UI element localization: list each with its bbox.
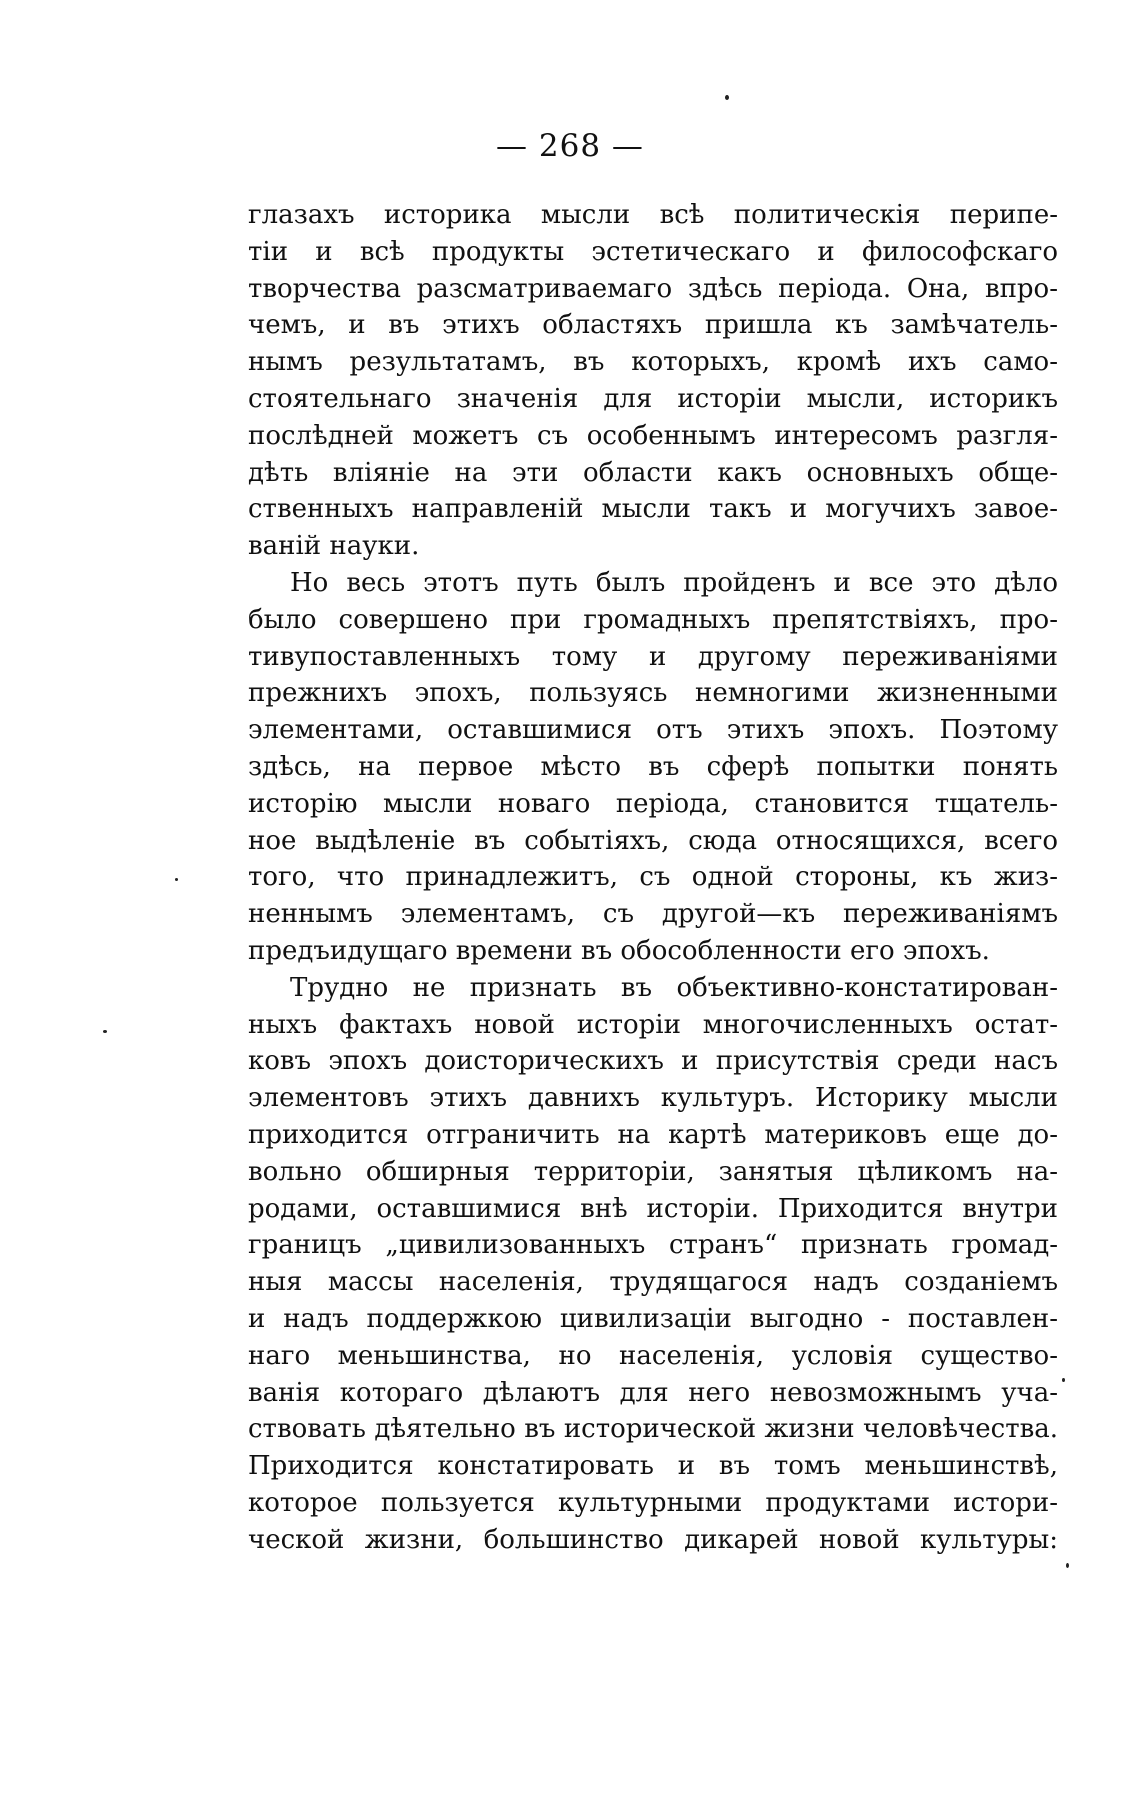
text-line: того, что принадлежитъ, съ одной стороны, къ жиз- — [248, 862, 1058, 893]
text-line: глазахъ историка мысли всѣ политическія перипе- — [248, 200, 1058, 230]
text-line: ванія котораго дѣлаютъ для него невозможнымъ уча- — [248, 1377, 1058, 1408]
text-line: ваній науки. — [248, 531, 420, 562]
text-line: чемъ, и въ этихъ областяхъ пришла къ замѣчатель- — [248, 310, 1058, 341]
text-line: здѣсь, на первое мѣсто въ сферѣ попытки понять — [248, 751, 1058, 782]
text-line: прежнихъ эпохъ, пользуясь немногими жизненными — [248, 678, 1058, 709]
text-line: было совершено при громадныхъ препятствіяхъ, про- — [248, 604, 1058, 635]
text-line: Но весь этотъ путь былъ пройденъ и все это дѣло — [290, 567, 1058, 598]
text-line: ственныхъ направленій мысли такъ и могучихъ завое- — [248, 494, 1058, 525]
scan-speck — [103, 1030, 107, 1033]
paragraph — [248, 197, 1058, 565]
text-line: послѣдней можетъ съ особеннымъ интересомъ разгля- — [248, 420, 1058, 451]
text-line: неннымъ элементамъ, съ другой—къ переживаніямъ — [248, 899, 1058, 930]
text-line: и надъ поддержкою цивилизаціи выгодно - поставлен- — [248, 1303, 1058, 1334]
text-line: тивупоставленныхъ тому и другому переживаніями — [248, 641, 1058, 672]
scan-speck — [725, 95, 729, 100]
text-line: ное выдѣленіе въ событіяхъ, сюда относящихся, всего — [248, 825, 1058, 856]
text-line: элементовъ этихъ давнихъ культуръ. Историку мысли — [248, 1083, 1058, 1114]
text-line: которое пользуется культурными продуктами истори- — [248, 1487, 1058, 1518]
scan-speck — [175, 878, 178, 881]
scan-speck — [1066, 1563, 1069, 1568]
text-line: Трудно не признать въ объективно-констатирован- — [290, 972, 1058, 1003]
paragraph — [248, 565, 1058, 970]
text-line: ныхъ фактахъ новой исторіи многочисленныхъ остат- — [248, 1009, 1058, 1040]
text-line: родами, оставшимися внѣ исторіи. Приходится внутри — [248, 1193, 1058, 1224]
text-line: Приходится констатировать и въ томъ меньшинствѣ, — [248, 1451, 1058, 1482]
text-line: тіи и всѣ продукты эстетическаго и философскаго — [248, 236, 1058, 267]
text-line: ствовать дѣятельно въ исторической жизни человѣчества. — [248, 1414, 1058, 1445]
paragraph — [248, 970, 1058, 1559]
text-line: исторію мысли новаго періода, становится тщатель- — [248, 788, 1058, 819]
text-line: стоятельнаго значенія для исторіи мысли, историкъ — [248, 383, 1058, 414]
text-line: творчества разсматриваемаго здѣсь періода. Она, впро- — [248, 273, 1058, 304]
scan-speck — [1062, 1378, 1065, 1382]
page-number: — 268 — — [496, 128, 644, 164]
text-line: ковъ эпохъ доисторическихъ и присутствія среди насъ — [248, 1046, 1058, 1077]
text-line: приходится отграничить на картѣ материковъ еще до- — [248, 1119, 1058, 1150]
text-line: вольно обширныя территоріи, занятыя цѣликомъ на- — [248, 1156, 1058, 1187]
text-line: элементами, оставшимися отъ этихъ эпохъ. Поэтому — [248, 715, 1058, 746]
text-line: ныя массы населенія, трудящагося надъ созданіемъ — [248, 1267, 1058, 1298]
text-line: ческой жизни, большинство дикарей новой культуры: — [248, 1524, 1058, 1555]
text-line: дѣть вліяніе на эти области какъ основныхъ обще- — [248, 457, 1058, 488]
text-line: границъ „цивилизованныхъ странъ“ признать громад- — [248, 1230, 1058, 1261]
text-line: предъидущаго времени въ обособленности его эпохъ. — [248, 935, 990, 966]
body-text — [248, 197, 1058, 1558]
text-line: нымъ результатамъ, въ которыхъ, кромѣ ихъ само- — [248, 347, 1058, 378]
text-line: наго меньшинства, но населенія, условія существо- — [248, 1340, 1058, 1371]
